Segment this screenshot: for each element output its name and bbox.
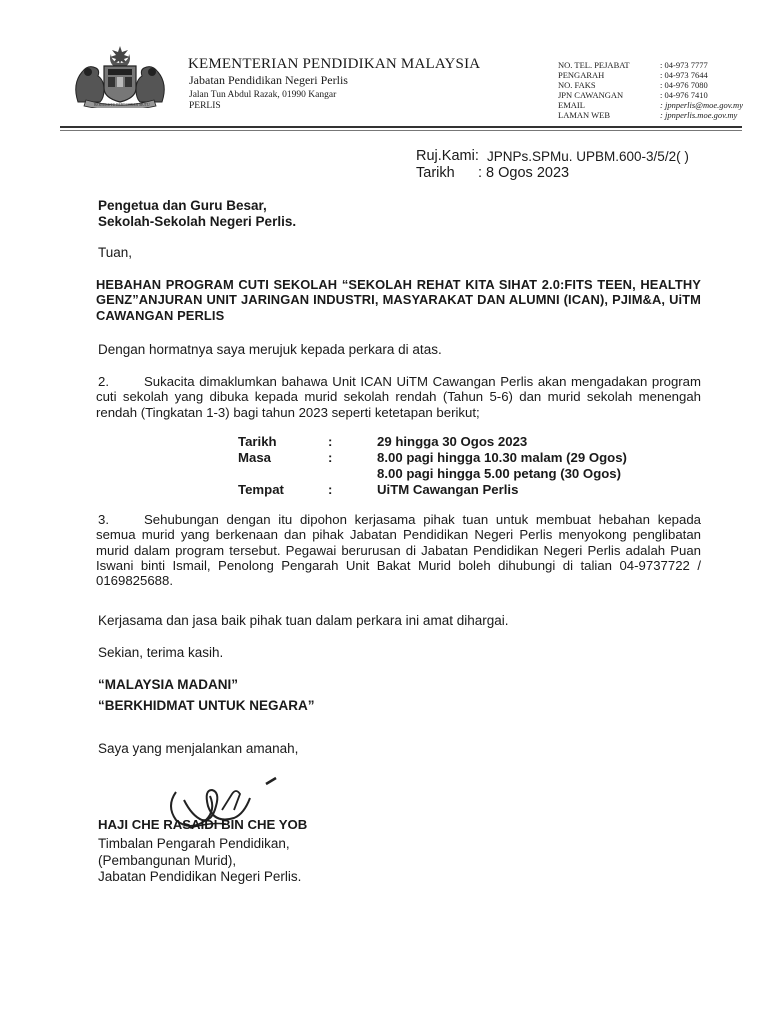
salutation: Tuan,: [98, 245, 133, 260]
coat-of-arms-icon: [64, 44, 176, 108]
contact-label-faks: NO. FAKS: [558, 80, 596, 90]
signatory-title-3: Jabatan Pendidikan Negeri Perlis.: [98, 869, 302, 884]
detail-value-masa-1: 8.00 pagi hingga 10.30 malam (29 Ogos): [377, 450, 627, 465]
slogan-malaysia-madani: “MALAYSIA MADANI”: [98, 677, 239, 692]
paragraph-3-number: 3.: [98, 512, 109, 527]
recipient-line1: Pengetua dan Guru Besar,: [98, 198, 267, 213]
contact-value-web: : jpnperlis.moe.gov.my: [660, 110, 738, 120]
detail-label-masa: Masa: [238, 450, 271, 465]
detail-label-tempat: Tempat: [238, 482, 284, 497]
paragraph-2-body: Sukacita dimaklumkan bahawa Unit ICAN UiTM Cawangan Perlis akan mengadakan program cuti sekolah yang dibuka kepada murid sekolah rendah (Tahun 5-6) dan murid sekolah menengah rendah (Tingkatan 1-3) bagi tahun 2023 seperti ketetapan berikut;: [96, 374, 701, 420]
contact-label-pengarah: PENGARAH: [558, 70, 605, 80]
closing-text: Sekian, terima kasih.: [98, 645, 224, 660]
reference-label: Ruj.Kami:: [416, 148, 479, 164]
slogan-berkhidmat: “BERKHIDMAT UNTUK NEGARA”: [98, 698, 315, 713]
contact-label-cawangan: JPN CAWANGAN: [558, 90, 624, 100]
crest-motto: BERSEKUTU BERTAMBAH MUTU: [94, 103, 150, 107]
detail-label-tarikh: Tarikh: [238, 434, 277, 449]
department-name: Jabatan Pendidikan Negeri Perlis: [189, 73, 348, 87]
paragraph-4: Kerjasama dan jasa baik pihak tuan dalam perkara ini amat dihargai.: [98, 613, 509, 628]
state-name: PERLIS: [189, 101, 221, 111]
contact-value-tel: : 04-973 7777: [660, 60, 708, 70]
detail-colon-tarikh: :: [328, 434, 333, 449]
date-value: : 8 Ogos 2023: [478, 165, 570, 181]
detail-colon-masa: :: [328, 450, 333, 465]
address-line: Jalan Tun Abdul Razak, 01990 Kangar: [189, 90, 337, 100]
detail-value-masa-2: 8.00 pagi hingga 5.00 petang (30 Ogos): [377, 466, 622, 481]
contact-label-email: EMAIL: [558, 100, 585, 110]
signatory-name: HAJI CHE RASAIDI BIN CHE YOB: [98, 817, 308, 832]
contact-value-faks: : 04-976 7080: [660, 80, 708, 90]
date-label: Tarikh: [416, 165, 455, 181]
recipient-line2: Sekolah-Sekolah Negeri Perlis.: [98, 214, 297, 229]
paragraph-2-text: [96, 374, 701, 420]
signatory-title-2: (Pembangunan Murid),: [98, 853, 237, 868]
paragraph-3-body: Sehubungan dengan itu dipohon kerjasama pihak tuan untuk membuat hebahan kepada semua murid yang berkenaan dan pihak Jabatan Pendidikan Negeri Perlis menyokong penglibatan murid dalam program tersebut. Pegawai berurusan di Jabatan Pendidikan Negeri Perlis adalah Puan Iswani binti Ismail, Penolong Pengarah Unit Bakat Murid boleh dihubungi di talian 04-9737722 / 0169825688.: [96, 512, 701, 589]
contact-value-pengarah: : 04-973 7644: [660, 70, 708, 80]
detail-colon-tempat: :: [328, 482, 333, 497]
paragraph-1: Dengan hormatnya saya merujuk kepada perkara di atas.: [98, 342, 442, 357]
contact-label-tel: NO. TEL. PEJABAT: [558, 60, 630, 70]
detail-value-tarikh: 29 hingga 30 Ogos 2023: [377, 434, 528, 449]
reference-number: JPNPs.SPMu. UPBM.600-3/5/2( ): [487, 149, 689, 164]
ministry-name: KEMENTERIAN PENDIDIKAN MALAYSIA: [188, 56, 481, 72]
paragraph-2-number: 2.: [98, 374, 109, 389]
header-rule-thick: [60, 126, 742, 128]
contact-value-cawangan: : 04-976 7410: [660, 90, 708, 100]
signatory-title-1: Timbalan Pengarah Pendidikan,: [98, 836, 290, 851]
contact-value-email: : jpnperlis@moe.gov.my: [660, 100, 743, 110]
signoff-intro: Saya yang menjalankan amanah,: [98, 741, 299, 756]
paragraph-3-text: [96, 512, 701, 588]
detail-value-tempat: UiTM Cawangan Perlis: [377, 482, 519, 497]
subject-heading: HEBAHAN PROGRAM CUTI SEKOLAH “SEKOLAH REHAT KITA SIHAT 2.0:FITS TEEN, HEALTHY GENZ”ANJURAN UNIT JARINGAN INDUSTRI, MASYARAKAT DAN ALUMNI (ICAN), PJIM&A, UiTM CAWANGAN PERLIS: [96, 277, 701, 323]
header-rule-thin: [60, 130, 742, 131]
contact-label-web: LAMAN WEB: [558, 110, 611, 120]
